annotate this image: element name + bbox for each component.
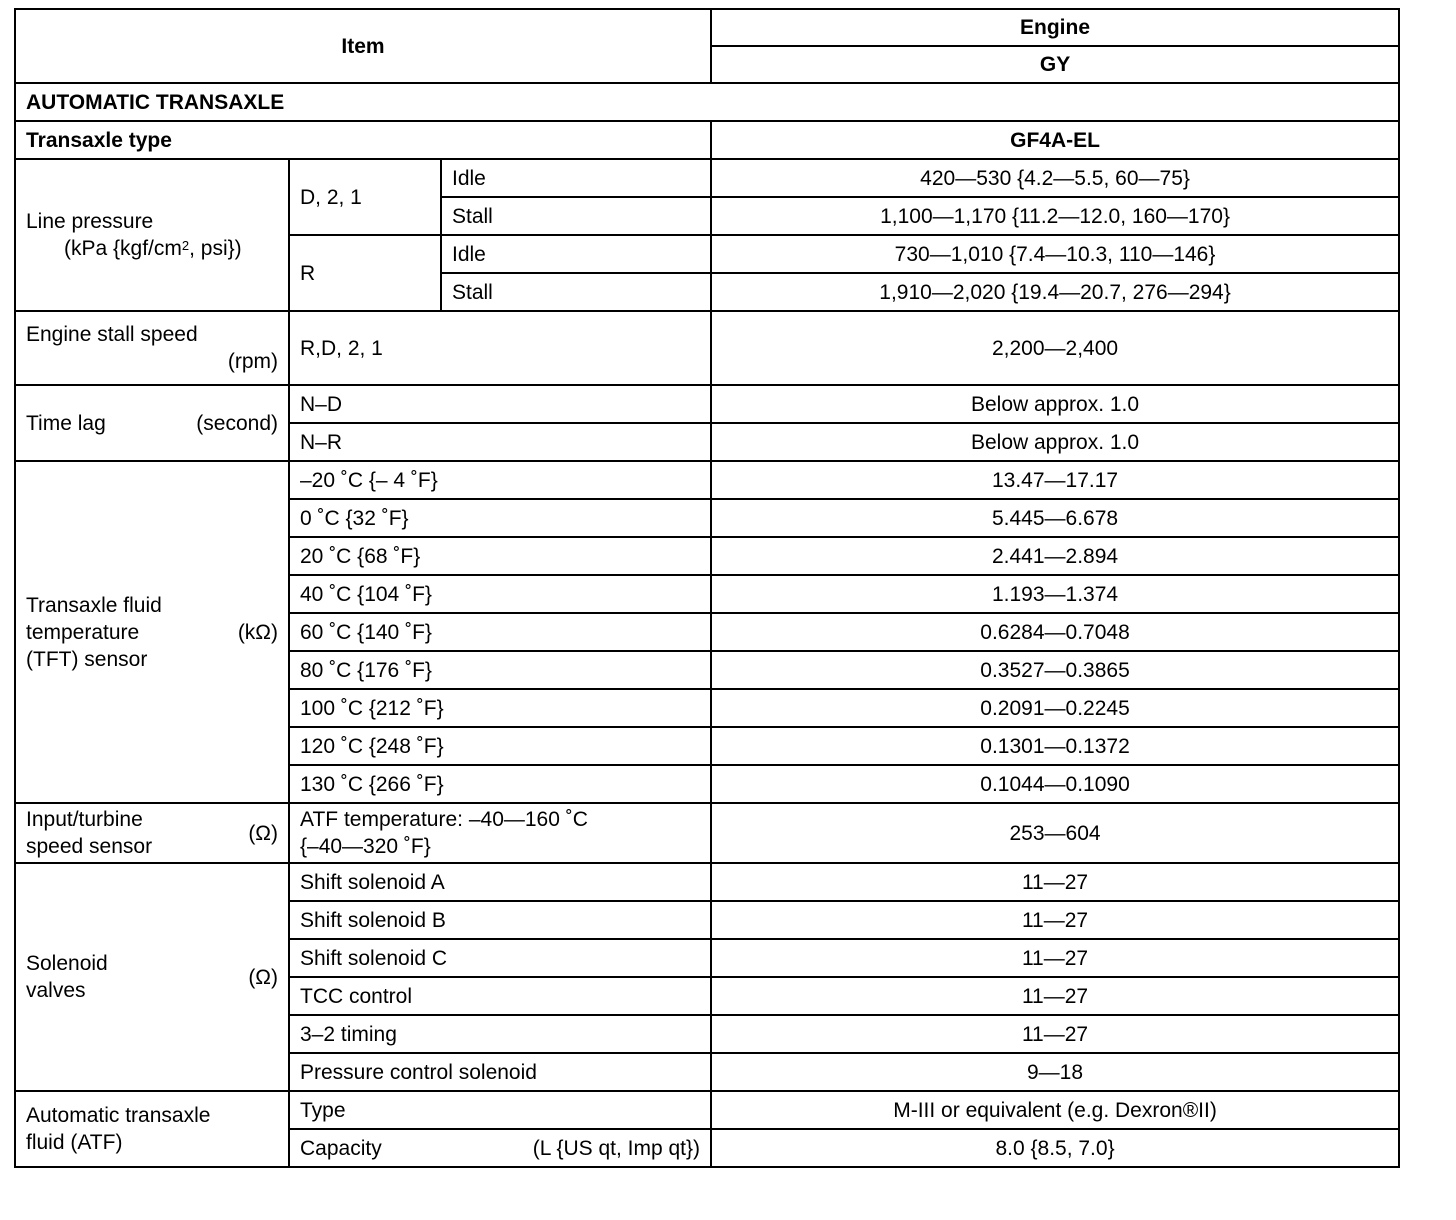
tft-temp: –20 ˚C {– 4 ˚F}	[289, 461, 711, 499]
solenoid-label: Solenoid valves (Ω)	[15, 863, 289, 1091]
tft-value: 0.3527—0.3865	[711, 651, 1399, 689]
solenoid-value: 9—18	[711, 1053, 1399, 1091]
solenoid-value: 11—27	[711, 901, 1399, 939]
table-row	[15, 863, 1399, 901]
tft-value: 1.193—1.374	[711, 575, 1399, 613]
line-pressure-value: 420—530 {4.2—5.5, 60—75}	[711, 159, 1399, 197]
time-lag-shift: N–D	[289, 385, 711, 423]
solenoid-value: 11—27	[711, 863, 1399, 901]
solenoid-value: 11—27	[711, 977, 1399, 1015]
time-lag-value: Below approx. 1.0	[711, 385, 1399, 423]
atf-type-label: Type	[289, 1091, 711, 1129]
tft-value: 2.441—2.894	[711, 537, 1399, 575]
tft-temp: 0 ˚C {32 ˚F}	[289, 499, 711, 537]
tft-value: 5.445—6.678	[711, 499, 1399, 537]
table-row	[15, 1091, 1399, 1129]
section-title: AUTOMATIC TRANSAXLE	[15, 83, 1399, 121]
table-row	[15, 385, 1399, 423]
tft-value: 0.1044—0.1090	[711, 765, 1399, 803]
atf-label: Automatic transaxle fluid (ATF)	[15, 1091, 289, 1167]
atf-type-value: M-III or equivalent (e.g. Dexron®II)	[711, 1091, 1399, 1129]
line-pressure-condition: Stall	[441, 273, 711, 311]
tft-temp: 120 ˚C {248 ˚F}	[289, 727, 711, 765]
solenoid-value: 11—27	[711, 939, 1399, 977]
input-sensor-condition: ATF temperature: –40—160 ˚C {–40—320 ˚F}	[289, 803, 711, 863]
line-pressure-range: R	[289, 235, 441, 311]
tft-temp: 130 ˚C {266 ˚F}	[289, 765, 711, 803]
line-pressure-range: D, 2, 1	[289, 159, 441, 235]
tft-temp: 40 ˚C {104 ˚F}	[289, 575, 711, 613]
atf-capacity-label: Capacity (L {US qt, Imp qt})	[289, 1129, 711, 1167]
line-pressure-value: 1,910—2,020 {19.4—20.7, 276—294}	[711, 273, 1399, 311]
solenoid-name: Shift solenoid B	[289, 901, 711, 939]
header-engine-code: GY	[711, 46, 1399, 83]
section-row	[15, 83, 1399, 121]
spec-table	[14, 8, 1400, 1168]
stall-speed-label: Engine stall speed (rpm)	[15, 311, 289, 385]
solenoid-name: Pressure control solenoid	[289, 1053, 711, 1091]
header-row	[15, 9, 1399, 46]
tft-value: 0.2091—0.2245	[711, 689, 1399, 727]
tft-temp: 100 ˚C {212 ˚F}	[289, 689, 711, 727]
input-sensor-label: Input/turbine speed sensor (Ω)	[15, 803, 289, 863]
tft-temp: 80 ˚C {176 ˚F}	[289, 651, 711, 689]
line-pressure-label: Line pressure (kPa {$kgf/cm^2$, psi})	[15, 159, 289, 311]
stall-speed-value: 2,200—2,400	[711, 311, 1399, 385]
time-lag-label: Time lag (second)	[15, 385, 289, 461]
header-item: Item	[15, 9, 711, 83]
time-lag-shift: N–R	[289, 423, 711, 461]
line-pressure-condition: Stall	[441, 197, 711, 235]
line-pressure-value: 1,100—1,170 {11.2—12.0, 160—170}	[711, 197, 1399, 235]
tft-sensor-label: Transaxle fluid temperature (TFT) sensor (kΩ)	[15, 461, 289, 803]
table-row	[15, 461, 1399, 499]
solenoid-name: TCC control	[289, 977, 711, 1015]
header-engine: Engine	[711, 9, 1399, 46]
tft-value: 0.1301—0.1372	[711, 727, 1399, 765]
tft-temp: 20 ˚C {68 ˚F}	[289, 537, 711, 575]
line-pressure-condition: Idle	[441, 159, 711, 197]
table-row	[15, 311, 1399, 385]
transaxle-type-label: Transaxle type	[15, 121, 711, 159]
table-row	[15, 803, 1399, 863]
tft-value: 13.47—17.17	[711, 461, 1399, 499]
transaxle-type-value: GF4A-EL	[711, 121, 1399, 159]
tft-temp: 60 ˚C {140 ˚F}	[289, 613, 711, 651]
table-row	[15, 159, 1399, 197]
stall-speed-range: R,D, 2, 1	[289, 311, 711, 385]
solenoid-name: Shift solenoid A	[289, 863, 711, 901]
atf-capacity-value: 8.0 {8.5, 7.0}	[711, 1129, 1399, 1167]
line-pressure-condition: Idle	[441, 235, 711, 273]
time-lag-value: Below approx. 1.0	[711, 423, 1399, 461]
line-pressure-value: 730—1,010 {7.4—10.3, 110—146}	[711, 235, 1399, 273]
solenoid-name: 3–2 timing	[289, 1015, 711, 1053]
tft-value: 0.6284—0.7048	[711, 613, 1399, 651]
transaxle-type-row	[15, 121, 1399, 159]
solenoid-name: Shift solenoid C	[289, 939, 711, 977]
solenoid-value: 11—27	[711, 1015, 1399, 1053]
input-sensor-value: 253—604	[711, 803, 1399, 863]
